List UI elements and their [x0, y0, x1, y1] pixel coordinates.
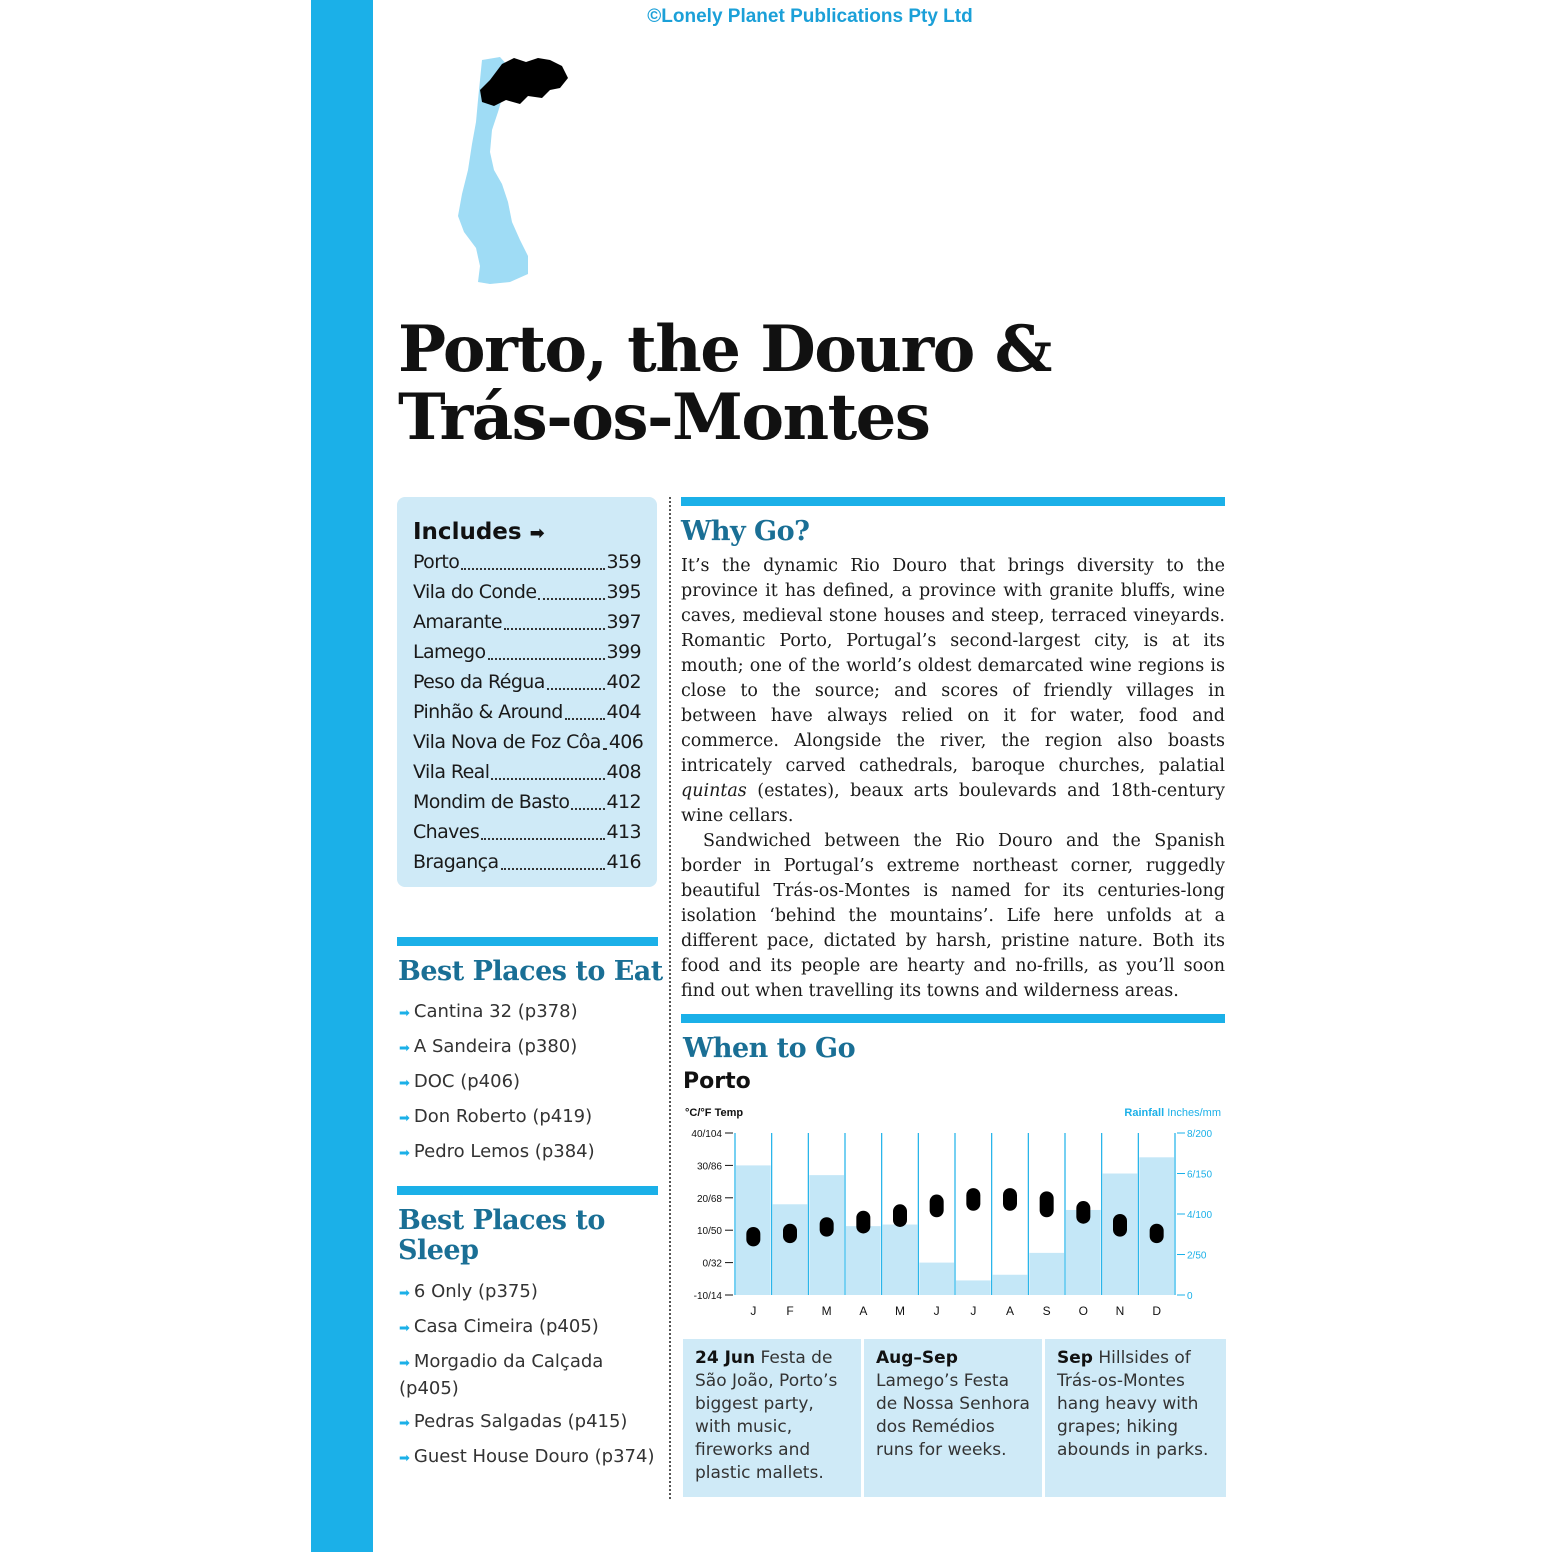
month-label: A: [859, 1304, 868, 1318]
month-label: O: [1078, 1304, 1089, 1318]
page-title: [398, 312, 1218, 455]
leader-dots: [488, 658, 605, 660]
includes-item-page: 404: [606, 701, 641, 723]
arrow-right-icon: ➡: [399, 1076, 410, 1091]
arrow-right-icon: ➡: [399, 1041, 410, 1056]
includes-item-page: 359: [606, 551, 641, 573]
month-label: M: [895, 1304, 905, 1318]
arrow-right-icon: ➡: [399, 1451, 410, 1466]
list-item-text: A Sandeira (p380): [413, 1036, 578, 1057]
month-label: N: [1115, 1304, 1125, 1318]
event-date: Sep: [1057, 1348, 1093, 1368]
leader-dots: [547, 688, 605, 690]
list-item-text: Don Roberto (p419): [413, 1106, 593, 1127]
event-box-jun: [683, 1339, 861, 1497]
title-line-2: Trás-os-Montes: [398, 380, 930, 455]
includes-item-label: Amarante: [413, 611, 502, 633]
rainfall-bar: [919, 1263, 954, 1295]
rainfall-bar: [846, 1226, 881, 1295]
rain-tick-label: 6/150: [1187, 1169, 1213, 1181]
includes-item: [413, 787, 641, 817]
side-color-bar: [311, 0, 373, 1552]
includes-item-page: 395: [606, 581, 641, 603]
includes-item-page: 402: [606, 671, 641, 693]
section-rule-when: [681, 1014, 1225, 1023]
temp-range-mark: [1113, 1214, 1127, 1237]
month-label: M: [821, 1304, 832, 1318]
list-item: [399, 1409, 661, 1436]
includes-item-label: Chaves: [413, 821, 480, 843]
includes-heading: Includes ➡: [413, 519, 545, 545]
includes-item: [413, 817, 641, 847]
list-item-text: Guest House Douro (p374): [413, 1446, 655, 1467]
arrow-right-icon: ➡: [399, 1006, 410, 1021]
includes-item: [413, 547, 641, 577]
includes-item-page: 399: [606, 641, 641, 663]
list-item: [399, 1349, 661, 1401]
leader-dots: [481, 838, 604, 840]
includes-item-page: 416: [606, 851, 641, 873]
includes-item-page: 412: [606, 791, 641, 813]
event-text: Lamego’s Festa de Nossa Senhora dos Remédios runs for weeks.: [876, 1371, 1030, 1460]
temp-range-mark: [930, 1195, 944, 1218]
list-item-text: Pedras Salgadas (p415): [413, 1411, 628, 1432]
temp-tick-label: 20/68: [696, 1193, 722, 1205]
why-go-paragraph-2: Sandwiched between the Rio Douro and the Spanish border in Portugal’s extreme northeast corner, ruggedly beautiful Trás-os-Montes is named for its centuries-long isolation ‘behind the mountains’. Life here unfolds at a different pace, dictated by harsh, pristine nature. Both its food and its people are hearty and no-frills, as you’ll soon find out when travelling its towns and wilderness areas.: [681, 831, 1225, 1001]
arrow-right-icon: ➡: [399, 1146, 410, 1161]
temp-range-mark: [1040, 1191, 1054, 1217]
title-line-1: Porto, the Douro &: [398, 312, 1051, 387]
rainfall-bar: [773, 1204, 808, 1295]
climate-chart: [680, 1100, 1230, 1330]
includes-box: [397, 497, 657, 887]
includes-item-label: Vila do Conde: [413, 581, 537, 603]
leader-dots: [504, 628, 605, 630]
arrow-right-icon: ➡: [399, 1111, 410, 1126]
includes-item-label: Vila Real: [413, 761, 490, 783]
includes-item-label: Pinhão & Around: [413, 701, 563, 723]
list-item-text: Cantina 32 (p378): [413, 1001, 578, 1022]
list-item: [399, 1279, 661, 1306]
event-date: Aug–Sep: [876, 1348, 958, 1368]
month-label: J: [750, 1304, 757, 1318]
month-label: A: [1005, 1304, 1015, 1318]
list-item-text: DOC (p406): [413, 1071, 521, 1092]
best-sleep-heading: Best Places to Sleep: [398, 1205, 605, 1266]
why-go-paragraph-1: It’s the dynamic Rio Douro that brings diversity to the province it has defined, a province with granite bluffs, wine caves, medieval stone houses and steep, terraced vineyards. Romantic Porto, Portugal’s second-largest city, is at its mouth; one of the world’s oldest demarcated wine regions is close to the source; and scores of friendly villages in between have always relied on it for water, food and commerce. Alongside the river, the region also boasts intricately carved cathedrals, baroque churches, palatial quintas (estates), beaux arts boulevards and 18th-century wine cellars.: [681, 556, 1225, 826]
rainfall-bar: [956, 1280, 991, 1295]
includes-item: [413, 667, 641, 697]
arrow-right-icon: ➡: [399, 1321, 410, 1336]
temp-tick-label: 30/86: [696, 1161, 722, 1173]
section-rule-why: [681, 497, 1225, 506]
why-go-heading: Why Go?: [681, 516, 810, 547]
arrow-right-icon: ➡: [399, 1416, 410, 1431]
why-go-body: [681, 554, 1225, 1004]
temp-range-mark: [746, 1227, 760, 1246]
temp-tick-label: -10/14: [693, 1291, 722, 1302]
temp-range-mark: [1003, 1188, 1017, 1211]
month-label: S: [1042, 1304, 1051, 1318]
event-box-sep: [1045, 1339, 1226, 1497]
includes-item: [413, 577, 641, 607]
event-text: Festa de São João, Porto’s biggest party, with music, fireworks and plastic mallets.: [695, 1348, 838, 1483]
list-item-text: 6 Only (p375): [413, 1281, 538, 1302]
temp-tick-label: 10/50: [696, 1226, 722, 1238]
includes-item: [413, 607, 641, 637]
temp-range-mark: [1150, 1224, 1164, 1243]
includes-item-label: Porto: [413, 551, 460, 573]
rainfall-bar: [993, 1275, 1028, 1295]
leader-dots: [603, 748, 607, 750]
list-item: [399, 999, 661, 1026]
list-item: [399, 1034, 661, 1061]
includes-item-page: 397: [606, 611, 641, 633]
rain-axis-label: Rainfall Inches/mm: [1124, 1107, 1221, 1119]
list-item: [399, 1104, 661, 1131]
month-label: F: [786, 1304, 794, 1318]
includes-item: [413, 847, 641, 877]
list-item: [399, 1444, 661, 1471]
rain-tick-label: 2/50: [1187, 1250, 1207, 1262]
includes-item-label: Peso da Régua: [413, 671, 545, 693]
temp-range-mark: [783, 1224, 797, 1243]
includes-item: [413, 697, 641, 727]
arrow-right-icon: ➡: [399, 1356, 410, 1371]
list-item: [399, 1314, 661, 1341]
when-to-go-heading: When to Go: [683, 1033, 856, 1064]
event-text: Hillsides of Trás-os-Montes hang heavy with grapes; hiking abounds in parks.: [1057, 1348, 1209, 1460]
list-item-text: Casa Cimeira (p405): [413, 1316, 599, 1337]
temp-range-mark: [1076, 1201, 1090, 1224]
best-sleep-list: [399, 1279, 661, 1479]
arrow-right-icon: ➡: [529, 523, 545, 544]
leader-dots: [501, 868, 605, 870]
leader-dots: [565, 718, 605, 720]
temp-range-mark: [893, 1204, 907, 1227]
best-eat-heading: Best Places to Eat: [398, 956, 663, 987]
temp-range-mark: [820, 1217, 834, 1236]
rain-tick-label: 8/200: [1187, 1129, 1213, 1140]
temp-tick-label: 0/32: [702, 1258, 722, 1270]
includes-item-page: 406: [608, 731, 644, 753]
list-item: [399, 1139, 661, 1166]
arrow-right-icon: ➡: [399, 1286, 410, 1301]
leader-dots: [461, 568, 604, 570]
temp-tick-label: 40/104: [691, 1129, 722, 1140]
rain-tick-label: 4/100: [1187, 1210, 1213, 1221]
rain-tick-label: 0: [1187, 1291, 1193, 1302]
list-item: [399, 1069, 661, 1096]
rainfall-bar: [1029, 1253, 1064, 1295]
column-divider: [669, 497, 671, 1499]
section-rule-eat: [397, 937, 658, 946]
includes-list: [413, 547, 644, 877]
includes-item-label: Bragança: [413, 851, 499, 873]
rainfall-bar: [883, 1225, 918, 1295]
temp-range-mark: [856, 1211, 870, 1234]
list-item-text: Pedro Lemos (p384): [413, 1141, 595, 1162]
copyright-notice: ©Lonely Planet Publications Pty Ltd: [647, 6, 973, 27]
month-label: D: [1152, 1304, 1162, 1318]
temp-range-mark: [966, 1188, 980, 1211]
portugal-locator-map: [450, 52, 580, 292]
leader-dots: [571, 808, 604, 810]
includes-item-label: Lamego: [413, 641, 486, 663]
includes-item: [413, 727, 644, 757]
month-label: J: [933, 1304, 940, 1318]
temp-axis-label: °C/°F Temp: [685, 1107, 744, 1119]
event-date: 24 Jun: [695, 1348, 756, 1368]
includes-item: [413, 757, 641, 787]
includes-item: [413, 637, 641, 667]
section-rule-sleep: [397, 1186, 658, 1195]
includes-item-label: Mondim de Basto: [413, 791, 570, 813]
leader-dots: [491, 778, 604, 780]
leader-dots: [538, 598, 604, 600]
month-label: J: [970, 1304, 977, 1318]
event-box-aug-sep: [864, 1339, 1042, 1497]
includes-item-page: 408: [606, 761, 641, 783]
list-item-text: Morgadio da Calçada (p405): [399, 1351, 604, 1399]
chart-city-label: Porto: [683, 1069, 751, 1094]
includes-item-label: Vila Nova de Foz Côa: [413, 731, 601, 753]
includes-item-page: 413: [606, 821, 641, 843]
best-eat-list: [399, 999, 661, 1174]
